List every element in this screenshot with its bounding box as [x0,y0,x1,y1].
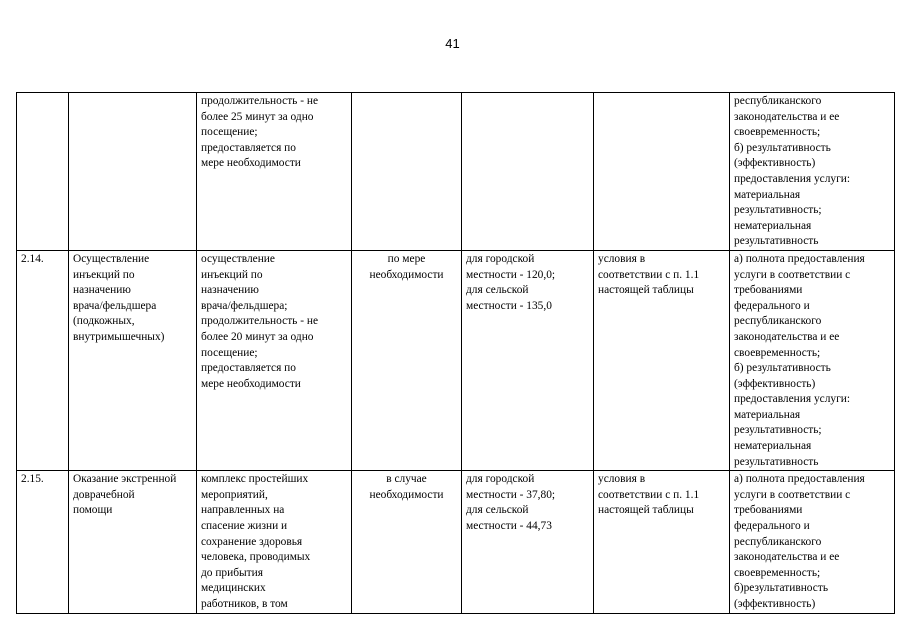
services-table [16,92,895,614]
table-row [17,250,895,470]
row-number-cell [17,93,69,251]
service-description-cell: комплекс простейших мероприятий, направленных на спасение жизни и сохранение здоровья человека, проводимых до прибытия медицинских работников, в том [197,471,352,614]
conditions-cell [594,93,730,251]
service-description-cell: продолжительность - не более 25 минут за одно посещение; предоставляется по мере необходимости [197,93,352,251]
table-row [17,471,895,614]
table-row [17,93,895,251]
row-number-cell: 2.15. [17,471,69,614]
service-name-cell [69,93,197,251]
quality-cell: республиканского законодательства и ее своевременность; б) результативность (эффективность) предоставления услуги: материальная результативность; нематериальная результативность [730,93,895,251]
conditions-cell: условия в соответствии с п. 1.1 настоящей таблицы [594,471,730,614]
quality-cell: а) полнота предоставления услуги в соответствии с требованиями федерального и республиканского законодательства и ее своевременность; б) результативность (эффективность) предоставления услуги: материальная результативность; нематериальная результативность [730,250,895,470]
quality-cell: а) полнота предоставления услуги в соответствии с требованиями федерального и республиканского законодательства и ее своевременность; б)результативность (эффективность) [730,471,895,614]
service-name-cell: Оказание экстренной доврачебной помощи [69,471,197,614]
frequency-cell: в случае необходимости [352,471,462,614]
cost-cell [462,93,594,251]
frequency-cell [352,93,462,251]
conditions-cell: условия в соответствии с п. 1.1 настоящей таблицы [594,250,730,470]
frequency-cell: по мере необходимости [352,250,462,470]
cost-cell: для городской местности - 37,80; для сельской местности - 44,73 [462,471,594,614]
page-number: 41 [445,36,460,51]
row-number-cell: 2.14. [17,250,69,470]
service-description-cell: осуществление инъекций по назначению врача/фельдшера; продолжительность - не более 20 минут за одно посещение; предоставляется по мере необходимости [197,250,352,470]
service-name-cell: Осуществление инъекций по назначению врача/фельдшера (подкожных, внутримышечных) [69,250,197,470]
cost-cell: для городской местности - 120,0; для сельской местности - 135,0 [462,250,594,470]
